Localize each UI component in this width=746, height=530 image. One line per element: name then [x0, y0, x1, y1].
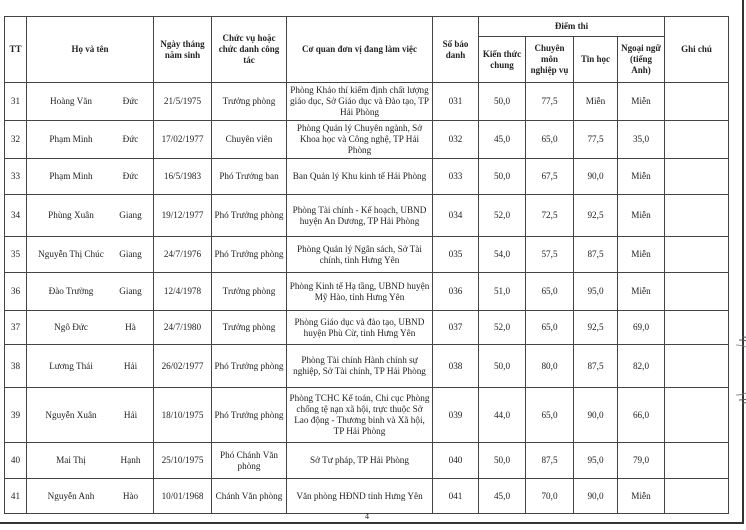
cell-general: 50,0 [479, 159, 526, 195]
last-middle-name: Lương Thái [49, 360, 93, 371]
cell-it: 90,0 [574, 479, 618, 514]
last-middle-name: Đào Trường [48, 286, 94, 296]
cell-office: Phòng TCHC Kế toán, Chi cục Phòng chống tệ nạn xã hội, trực thuộc Sở Lao động - Thương binh và Xã hội, TP Hải Phòng [287, 388, 433, 443]
table-row [5, 479, 729, 514]
cell-name [27, 443, 154, 479]
page-number: 4 [365, 512, 369, 521]
cell-dob: 24/7/1980 [154, 311, 212, 345]
cell-name [27, 83, 154, 121]
cell-it: 77,5 [574, 121, 618, 159]
table-row [5, 443, 729, 479]
given-name: Hào [122, 490, 139, 501]
cell-general: 45,0 [479, 121, 526, 159]
cell-specialty: 77,5 [526, 83, 574, 121]
cell-it: 92,5 [574, 311, 618, 345]
cell-tt: 35 [5, 237, 27, 273]
name-wrap [29, 286, 151, 297]
cell-position: Phó Chánh Văn phòng [212, 443, 287, 479]
cell-name [27, 195, 154, 237]
cell-sbd: 035 [433, 237, 479, 273]
given-name: Đức [122, 171, 139, 181]
cell-foreign: 35,0 [618, 121, 665, 159]
cell-general: 50,0 [479, 443, 526, 479]
cell-office: Phòng Quản lý Chuyên ngành, Sở Khoa học và Công nghệ, TP Hải Phòng [287, 121, 433, 159]
cell-specialty: 72,5 [526, 195, 574, 237]
cell-dob: 21/5/1975 [154, 83, 212, 121]
cell-specialty: 65,0 [526, 311, 574, 345]
cell-note [665, 237, 729, 273]
cell-tt: 40 [5, 443, 27, 479]
cell-it: 95,0 [574, 443, 618, 479]
cell-office: Phòng Quản lý Ngân sách, Sở Tài chính, tỉnh Hưng Yên [287, 237, 433, 273]
cell-dob: 26/02/1977 [154, 345, 212, 388]
cell-dob: 17/02/1977 [154, 121, 212, 159]
given-name: Hải [123, 360, 138, 371]
cell-tt: 39 [5, 388, 27, 443]
cell-dob: 19/12/1977 [154, 195, 212, 237]
table-row [5, 273, 729, 311]
given-name: Đức [122, 134, 139, 144]
cell-office: Sở Tư pháp, TP Hải Phòng [287, 443, 433, 479]
header-foreign: Ngoại ngữ (tiếng Anh) [618, 37, 665, 83]
cell-it: Miễn [574, 83, 618, 121]
cell-position: Trưởng phòng [212, 311, 287, 345]
cell-foreign: 82,0 [618, 345, 665, 388]
cell-tt: 31 [5, 83, 27, 121]
cell-general: 51,0 [479, 273, 526, 311]
cell-general: 52,0 [479, 311, 526, 345]
cell-office: Phòng Tài chính Hành chính sự nghiệp, Sở Tài chính, TP Hải Phòng [287, 345, 433, 388]
given-name: Giang [119, 210, 142, 220]
name-wrap [29, 134, 151, 145]
cell-foreign: Miễn [618, 195, 665, 237]
cell-it: 92,5 [574, 195, 618, 237]
header-sbd: Số báo danh [433, 17, 479, 83]
last-middle-name: Nguyễn Anh [47, 490, 95, 501]
cell-note [665, 273, 729, 311]
given-name: Giang [119, 286, 142, 296]
given-name: Hà [125, 322, 136, 332]
last-middle-name: Phạm Minh [49, 134, 93, 144]
cell-dob: 16/5/1983 [154, 159, 212, 195]
cell-foreign: 79,0 [618, 443, 665, 479]
cell-note [665, 121, 729, 159]
last-middle-name: Phạm Minh [49, 171, 93, 181]
cell-tt: 34 [5, 195, 27, 237]
cell-it: 90,0 [574, 388, 618, 443]
cell-position: Phó Trưởng phòng [212, 195, 287, 237]
name-wrap [29, 171, 151, 182]
cell-sbd: 034 [433, 195, 479, 237]
last-middle-name: Nguyễn Xuân [45, 409, 97, 420]
header-note: Ghi chú [665, 17, 729, 83]
cell-name [27, 121, 154, 159]
cell-name [27, 345, 154, 388]
cell-dob: 25/10/1975 [154, 443, 212, 479]
header-position: Chức vụ hoặc chức danh công tác [212, 17, 287, 83]
cell-position: Trưởng phòng [212, 83, 287, 121]
cell-name [27, 159, 154, 195]
name-wrap [29, 361, 151, 372]
cell-it: 95,0 [574, 273, 618, 311]
cell-foreign: Miễn [618, 83, 665, 121]
cell-sbd: 041 [433, 479, 479, 514]
header-dob: Ngày tháng năm sinh [154, 17, 212, 83]
cell-it: 87,5 [574, 237, 618, 273]
cell-foreign: 69,0 [618, 311, 665, 345]
cell-tt: 32 [5, 121, 27, 159]
name-wrap [29, 410, 151, 421]
cell-name [27, 311, 154, 345]
cell-note [665, 479, 729, 514]
cell-note [665, 388, 729, 443]
cell-tt: 36 [5, 273, 27, 311]
given-name: Đức [122, 96, 139, 106]
table-row [5, 345, 729, 388]
cell-it: 90,0 [574, 159, 618, 195]
table-row [5, 159, 729, 195]
cell-foreign: Miễn [618, 273, 665, 311]
cell-dob: 12/4/1978 [154, 273, 212, 311]
cell-note [665, 443, 729, 479]
cell-specialty: 87,5 [526, 443, 574, 479]
name-wrap [29, 322, 151, 333]
table-row [5, 388, 729, 443]
header-name: Họ và tên [27, 17, 154, 83]
cell-dob: 24/7/1976 [154, 237, 212, 273]
cell-sbd: 039 [433, 388, 479, 443]
cell-note [665, 195, 729, 237]
cell-tt: 33 [5, 159, 27, 195]
given-name: Giang [119, 249, 142, 259]
last-middle-name: Hoàng Văn [50, 96, 92, 106]
cell-name [27, 388, 154, 443]
cell-position: Phó Trưởng phòng [212, 388, 287, 443]
cell-specialty: 70,0 [526, 479, 574, 514]
cell-position: Chuyên viên [212, 121, 287, 159]
given-name: Hải [123, 409, 138, 420]
cell-name [27, 479, 154, 514]
last-middle-name: Nguyễn Thị Chúc [38, 249, 104, 259]
cell-position: Phó Trưởng ban [212, 159, 287, 195]
cell-specialty: 67,5 [526, 159, 574, 195]
cell-office: Phòng Tài chính - Kế hoạch, UBND huyện An Dương, TP Hải Phòng [287, 195, 433, 237]
cell-note [665, 159, 729, 195]
name-wrap [29, 455, 151, 466]
cell-specialty: 65,0 [526, 388, 574, 443]
given-name: Hạnh [120, 455, 141, 465]
cell-dob: 10/01/1968 [154, 479, 212, 514]
cell-it: 87,5 [574, 345, 618, 388]
cell-office: Ban Quản lý Khu kinh tế Hải Phòng [287, 159, 433, 195]
cell-tt: 38 [5, 345, 27, 388]
cell-sbd: 038 [433, 345, 479, 388]
cell-foreign: Miễn [618, 159, 665, 195]
cell-sbd: 040 [433, 443, 479, 479]
cell-dob: 18/10/1975 [154, 388, 212, 443]
cell-general: 50,0 [479, 345, 526, 388]
official-seal [722, 335, 746, 405]
cell-general: 50,0 [479, 83, 526, 121]
cell-position: Phó Trưởng phòng [212, 237, 287, 273]
last-middle-name: Ngô Đức [54, 322, 88, 332]
cell-office: Văn phòng HĐND tỉnh Hưng Yên [287, 479, 433, 514]
cell-name [27, 273, 154, 311]
cell-specialty: 65,0 [526, 273, 574, 311]
cell-office: Phòng Khảo thí kiểm định chất lượng giáo dục, Sở Giáo dục và Đào tạo, TP Hải Phòng [287, 83, 433, 121]
header-it: Tin học [574, 37, 618, 83]
cell-general: 45,0 [479, 479, 526, 514]
cell-general: 54,0 [479, 237, 526, 273]
cell-general: 52,0 [479, 195, 526, 237]
header-tt: TT [5, 17, 27, 83]
table-row [5, 83, 729, 121]
cell-specialty: 57,5 [526, 237, 574, 273]
cell-position: Phó Trưởng phòng [212, 345, 287, 388]
cell-general: 44,0 [479, 388, 526, 443]
cell-note [665, 83, 729, 121]
cell-note [665, 345, 729, 388]
name-wrap [29, 249, 151, 260]
table-body [5, 83, 729, 514]
cell-foreign: Miễn [618, 479, 665, 514]
cell-sbd: 032 [433, 121, 479, 159]
name-wrap [29, 96, 151, 107]
cell-sbd: 037 [433, 311, 479, 345]
name-wrap [29, 491, 151, 502]
last-middle-name: Phùng Xuân [48, 210, 94, 220]
cell-note [665, 311, 729, 345]
cell-sbd: 033 [433, 159, 479, 195]
cell-position: Trưởng phòng [212, 273, 287, 311]
table-row [5, 121, 729, 159]
cell-sbd: 036 [433, 273, 479, 311]
cell-foreign: Miễn [618, 237, 665, 273]
cell-specialty: 80,0 [526, 345, 574, 388]
table-row [5, 311, 729, 345]
cell-position: Chánh Văn phòng [212, 479, 287, 514]
cell-specialty: 65,0 [526, 121, 574, 159]
table-row [5, 237, 729, 273]
cell-office: Phòng Giáo dục và đào tạo, UBND huyện Phù Cừ, tỉnh Hưng Yên [287, 311, 433, 345]
cell-name [27, 237, 154, 273]
cell-office: Phòng Kinh tế Hạ tầng, UBND huyện Mỹ Hào, tỉnh Hưng Yên [287, 273, 433, 311]
header-scores-group: Điểm thi [479, 17, 665, 37]
table-row [5, 195, 729, 237]
cell-foreign: 66,0 [618, 388, 665, 443]
name-wrap [29, 210, 151, 221]
results-table [4, 16, 729, 514]
last-middle-name: Mai Thị [56, 455, 86, 465]
cell-tt: 37 [5, 311, 27, 345]
cell-tt: 41 [5, 479, 27, 514]
header-office: Cơ quan đơn vị đang làm việc [287, 17, 433, 83]
header-general: Kiến thức chung [479, 37, 526, 83]
header-specialty: Chuyên môn nghiệp vụ [526, 37, 574, 83]
cell-sbd: 031 [433, 83, 479, 121]
